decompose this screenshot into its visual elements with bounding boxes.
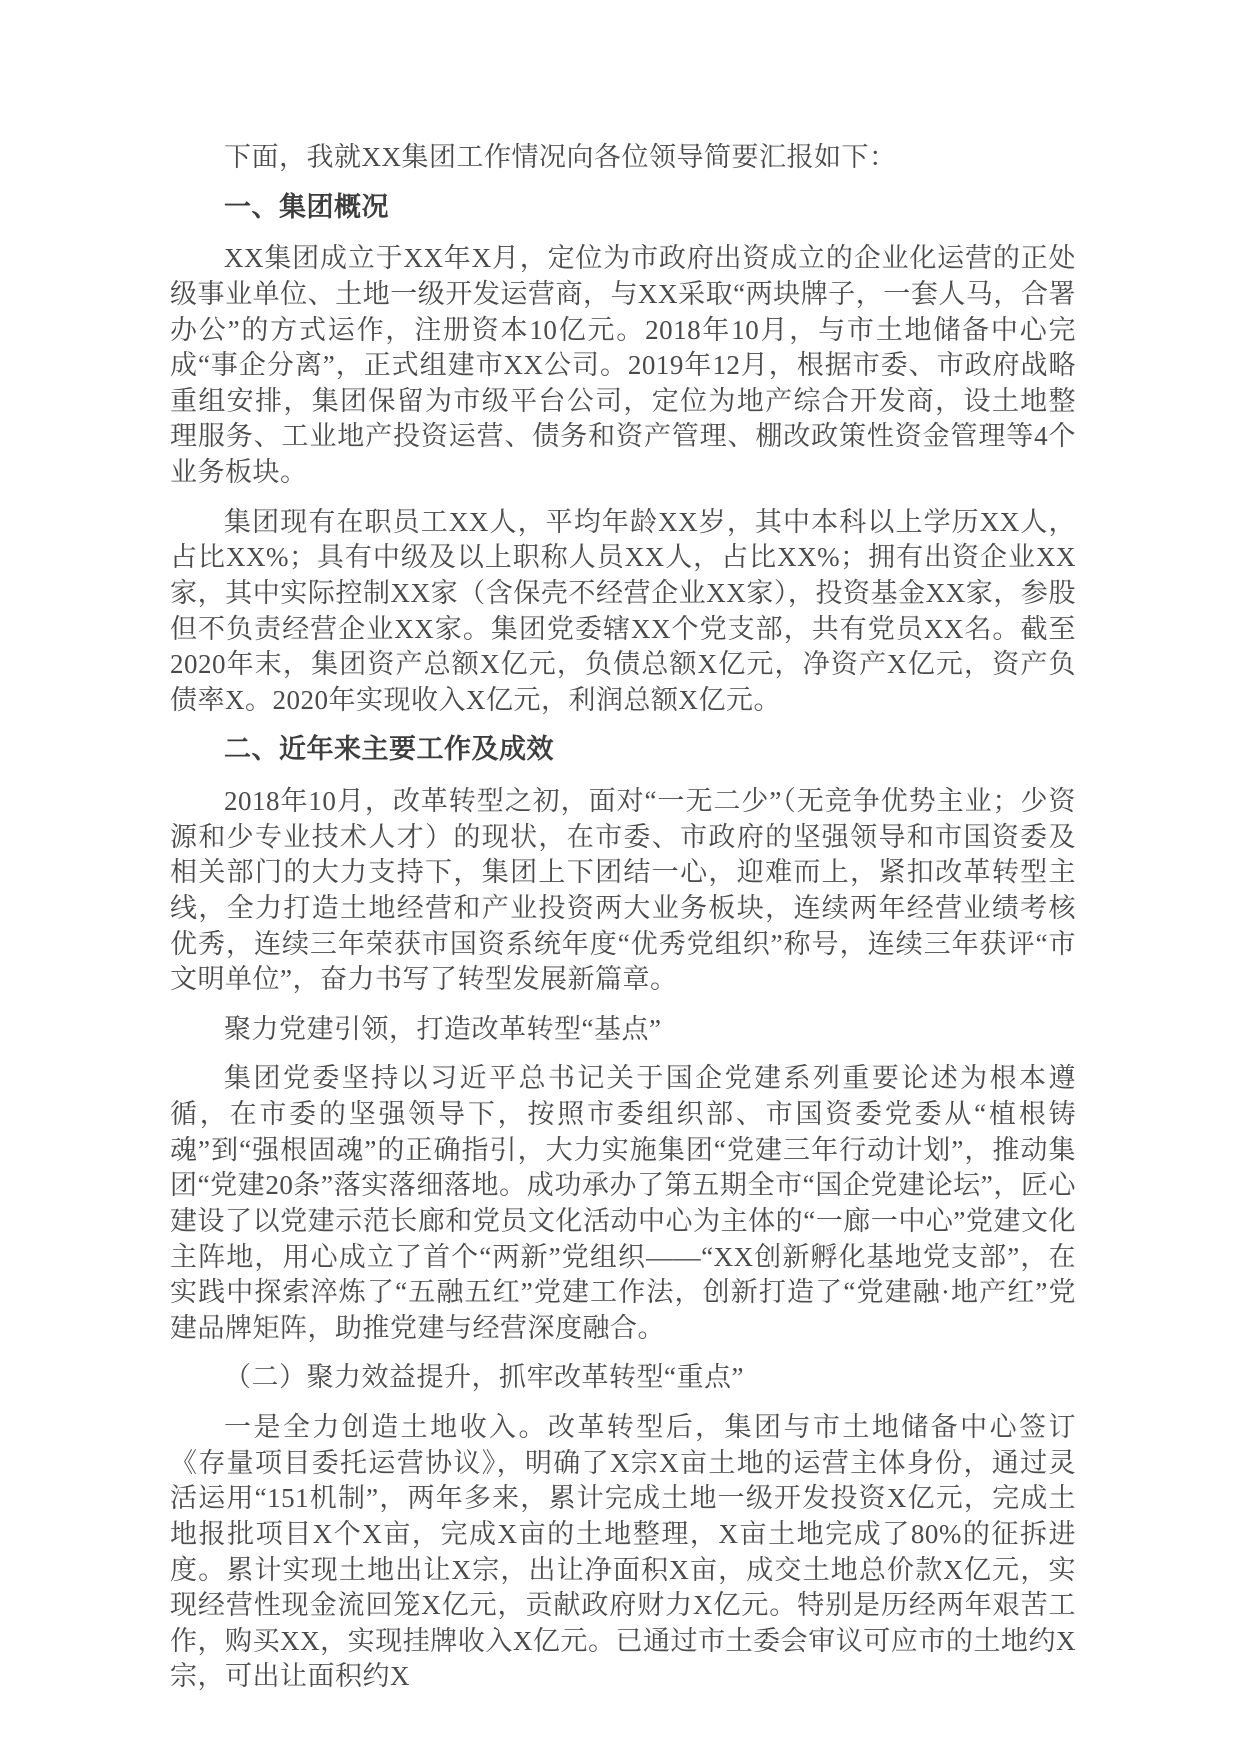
- party-building-paragraph: 集团党委坚持以习近平总书记关于国企党建系列重要论述为根本遵循，在市委的坚强领导下，按照市委组织部、市国资委党委从“植根铸魂”到“强根固魂”的正确指引，大力实施集团“党建三年行动计划”，推动集团“党建20条”落实落细落地。成功承办了第五期全市“国企党建论坛”，匠心建设了以党建示范长廊和党员文化活动中心为主体的“一廊一中心”党建文化主阵地，用心成立了首个“两新”党组织——“XX创新孵化基地党支部”，在实践中探索淬炼了“五融五红”党建工作法，创新打造了“党建融·地产红”党建品牌矩阵，助推党建与经营深度融合。: [170, 1063, 1076, 1343]
- group-overview-paragraph-1: XX集团成立于XX年X月，定位为市政府出资成立的企业化运营的正处级事业单位、土地一级开发运营商，与XX采取“两块牌子，一套人马，合署办公”的方式运作，注册资本10亿元。2018年10月，与市土地储备中心完成“事企分离”，正式组建市XX公司。2019年12月，根据市委、市政府战略重组安排，集团保留为市级平台公司，定位为地产综合开发商，设土地整理服务、工业地产投资运营、债务和资产管理、棚改政策性资金管理等4个业务板块。: [170, 243, 1076, 487]
- land-revenue-paragraph: 一是全力创造土地收入。改革转型后，集团与市土地储备中心签订《存量项目委托运营协议》，明确了X宗X亩土地的运营主体身份，通过灵活运用“151机制”，两年多来，累计完成土地一级开发投资X亿元，完成土地报批项目X个X亩，完成X亩的土地整理，X亩土地完成了80%的征拆进度。累计实现土地出让X宗，出让净面积X亩，成交土地总价款X亿元，实现经营性现金流回笼X亿元，贡献政府财力X亿元。特别是历经两年艰苦工作，购买XX，实现挂牌收入X亿元。已通过市土委会审议可应市的土地约X宗，可出让面积约X: [170, 1412, 1076, 1692]
- section-2-heading: 二、近年来主要工作及成效: [224, 734, 554, 765]
- group-overview-paragraph-2: 集团现有在职员工XX人，平均年龄XX岁，其中本科以上学历XX人，占比XX%；具有中级及以上职称人员XX人，占比XX%；拥有出资企业XX家，其中实际控制XX家（含保壳不经营企业XX家），投资基金XX家，参股但不负责经营企业XX家。集团党委辖XX个党支部，共有党员XX名。截至2020年末，集团资产总额X亿元，负债总额X亿元，净资产X亿元，资产负债率X。2020年实现收入X亿元，利润总额X亿元。: [170, 506, 1076, 715]
- intro-paragraph: 下面，我就XX集团工作情况向各位领导简要汇报如下：: [224, 142, 897, 172]
- section-1-heading: 一、集团概况: [224, 191, 389, 222]
- subsection-1-heading: 聚力党建引领，打造改革转型“基点”: [224, 1013, 662, 1044]
- subsection-2-heading: （二）聚力效益提升，抓牢改革转型“重点”: [224, 1362, 744, 1393]
- reform-intro-paragraph: 2018年10月，改革转型之初，面对“一无二少”（无竞争优势主业；少资源和少专业技术人才）的现状，在市委、市政府的坚强领导和市国资委及相关部门的大力支持下，集团上下团结一心，迎难而上，紧扣改革转型主线，全力打造土地经营和产业投资两大业务板块，连续两年经营业绩考核优秀，连续三年荣获市国资系统年度“优秀党组织”称号，连续三年获评“市文明单位”，奋力书写了转型发展新篇章。: [170, 786, 1076, 995]
- document-content: [170, 140, 1076, 1709]
